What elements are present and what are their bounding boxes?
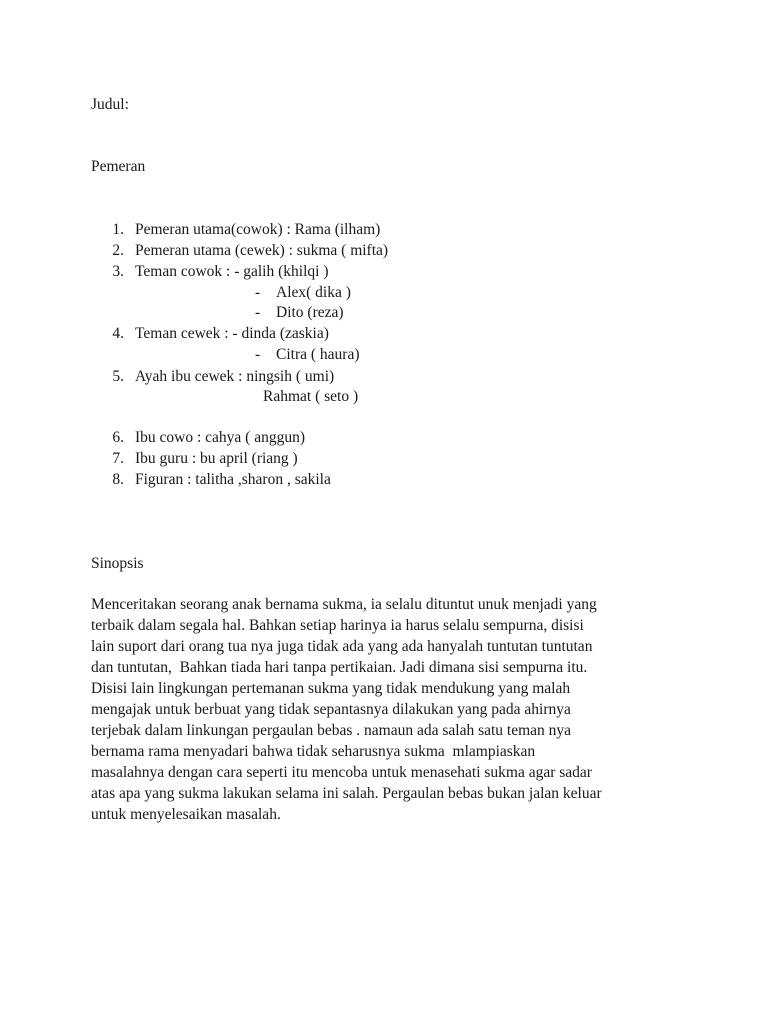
synopsis-paragraph: [91, 594, 691, 825]
synopsis-line: terbaik dalam segala hal. Bahkan setiap harinya ia harus selalu sempurna, disisi: [91, 617, 584, 634]
synopsis-line: lain suport dari orang tua nya juga tidak ada yang ada hanyalah tuntutan tuntutan: [91, 638, 593, 655]
list-subitem: Citra ( haura): [276, 346, 360, 363]
synopsis-line: untuk menyelesaikan masalah.: [91, 806, 281, 823]
synopsis-line: Menceritakan seorang anak bernama sukma, ia selalu dituntut unuk menjadi yang: [91, 596, 597, 613]
list-subitem: Dito (reza): [276, 304, 344, 321]
list-item: Pemeran utama(cowok) : Rama (ilham): [135, 221, 381, 238]
list-item: Teman cewek : - dinda (zaskia): [135, 325, 329, 342]
list-number: 3.: [112, 263, 124, 280]
list-item: Ayah ibu cewek : ningsih ( umi): [135, 368, 335, 385]
list-subitem: Alex( dika ): [276, 284, 351, 301]
synopsis-heading: Sinopsis: [91, 555, 144, 572]
list-continuation: Rahmat ( seto ): [263, 388, 359, 405]
synopsis-line: Disisi lain lingkungan pertemanan sukma yang tidak mendukung yang malah: [91, 680, 571, 697]
synopsis-line: dan tuntutan, Bahkan tiada hari tanpa pertikaian. Jadi dimana sisi sempurna itu.: [91, 659, 588, 676]
list-item: Figuran : talitha ,sharon , sakila: [135, 471, 331, 488]
synopsis-line: bernama rama menyadari bahwa tidak seharusnya sukma mlampiaskan: [91, 743, 536, 760]
cast-heading: Pemeran: [91, 158, 146, 175]
synopsis-line: atas apa yang sukma lakukan selama ini salah. Pergaulan bebas bukan jalan keluar: [91, 785, 602, 802]
sub-bullet-dash: -: [255, 284, 261, 301]
list-item: Teman cowok : - galih (khilqi ): [135, 263, 329, 280]
synopsis-line: terjebak dalam linkungan pergaulan bebas . namaun ada salah satu teman nya: [91, 722, 572, 739]
sub-bullet-dash: -: [255, 304, 261, 321]
list-number: 1.: [112, 221, 124, 238]
list-item: Pemeran utama (cewek) : sukma ( mifta): [135, 242, 389, 259]
synopsis-line: masalahnya dengan cara seperti itu mencoba untuk menasehati sukma agar sadar: [91, 764, 592, 781]
list-number: 6.: [112, 429, 124, 446]
list-number: 2.: [112, 242, 124, 259]
list-number: 4.: [112, 325, 124, 342]
list-item: Ibu guru : bu april (riang ): [135, 450, 298, 467]
list-number: 8.: [112, 471, 124, 488]
list-item: Ibu cowo : cahya ( anggun): [135, 429, 306, 446]
synopsis-line: mengajak untuk berbuat yang tidak sepantasnya dilakukan yang pada ahirnya: [91, 701, 571, 718]
list-number: 5.: [112, 368, 124, 385]
list-number: 7.: [112, 450, 124, 467]
title-label: Judul:: [91, 96, 129, 113]
sub-bullet-dash: -: [255, 346, 261, 363]
